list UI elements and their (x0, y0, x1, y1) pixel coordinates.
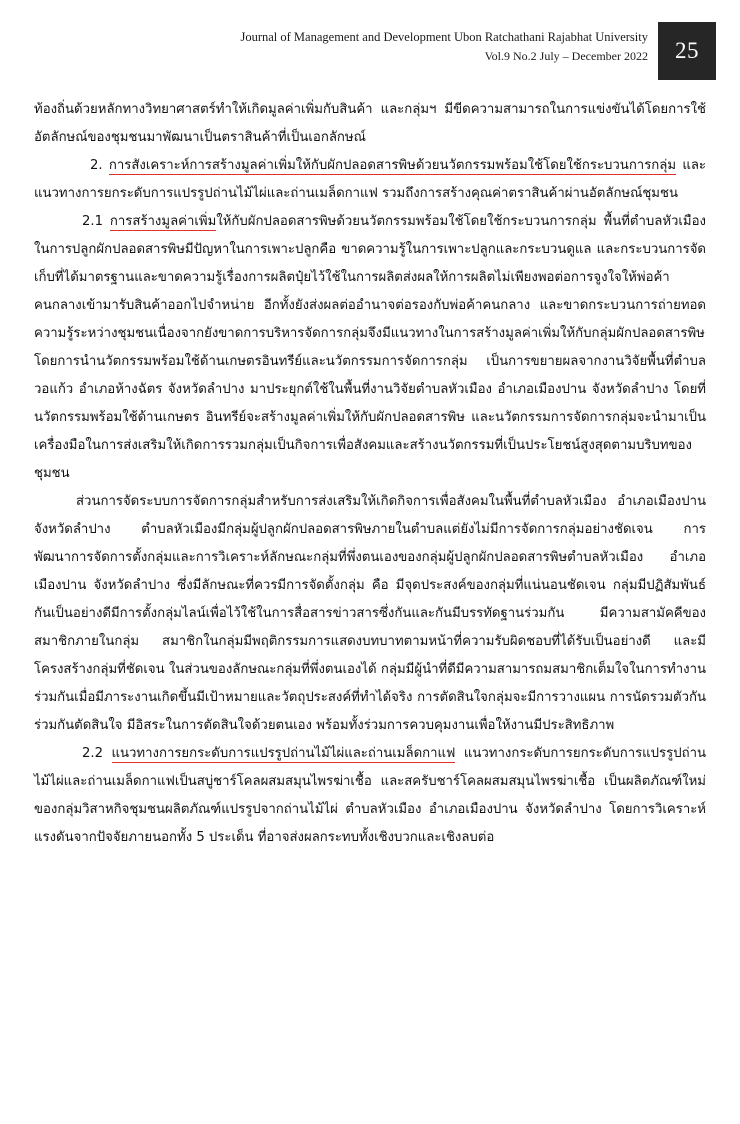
section-2-1-heading-underlined: การสร้างมูลค่าเพิ่ม (109, 213, 217, 229)
section-2-rest: และแนวทางการยกระดับการแปรรูปถ่านไม้ไผ่และถ่านเมล็ดกาแฟ รวมถึงการสร้างคุณค่าตราสินค้าผ่านอัตลักษณ์ชุมชน (34, 157, 706, 201)
paragraph-section-2 (34, 152, 706, 208)
paragraph-section-2-1 (34, 208, 706, 488)
section-2-2-heading-underlined: แนวทางการยกระดับการแปรรูปถ่านไม้ไผ่และถ่านเมล็ดกาแฟ (111, 745, 456, 761)
page-number-badge: 25 (658, 22, 716, 80)
section-2-1-number: 2.1 (82, 213, 103, 229)
paragraph-continuation: ท้องถิ่นด้วยหลักทางวิทยาศาสตร์ทำให้เกิดมูลค่าเพิ่มกับสินค้า และกลุ่มฯ มีขีดความสามารถในการแข่งขันได้โดยการใช้อัตลักษณ์ของชุมชนมาพัฒนาเป็นตราสินค้าที่เป็นเอกลักษณ์ (34, 102, 706, 145)
section-2-1-rest: ให้กับผักปลอดสารพิษด้วยนวัตกรรมพร้อมใช้โดยใช้กระบวนการกลุ่ม พื้นที่ตำบลหัวเมืองในการปลูกผักปลอดสารพิษมีปัญหาในการเพาะปลูกคือ ขาดความรู้ในการเพาะปลูกและกระบวนดูแล และกระบวนการจัดเก็บที่ได้มาตรฐานและขาดความรู้เรื่องการผลิตปุ๋ยไว้ใช้ในการผลิตส่งผลให้การผลิตไม่เพียงพอต่อการจูงใจให้พ่อค้าคนกลางเข้ามารับสินค้าออกไปจำหน่าย อีกทั้งยังส่งผลต่ออำนาจต่อรองกับพ่อค้าคนกลาง และขาดกระบวนการถ่ายทอดความรู้ระหว่างชุมชนเนื่องจากยังขาดการบริหารจัดการกลุ่มจึงมีแนวทางในการสร้างมูลค่าเพิ่มให้กับกลุ่มผักปลอดสารพิษ โดยการนำนวัตกรรมพร้อมใช้ด้านเกษตรอินทรีย์และนวัตกรรมการจัดการกลุ่ม เป็นการขยายผลจากงานวิจัยพื้นที่ตำบลวอแก้ว อำเภอห้างฉัตร จังหวัดลำปาง มาประยุกต์ใช้ในพื้นที่งานวิจัยตำบลหัวเมือง อำเภอเมืองปาน จังหวัดลำปาง โดยที่นวัตกรรมพร้อมใช้ด้านเกษตร อินทรีย์จะสร้างมูลค่าเพิ่มให้กับผักปลอดสารพิษ และนวัตกรรมการจัดการกลุ่มจะนำมาเป็นเครื่องมือในการส่งเสริมให้เกิดการรวมกลุ่มเป็นกิจการเพื่อสังคมและสร้างนวัตกรรมที่เป็นประโยชน์สูงสุดตามบริบทของชุมชน (34, 213, 706, 481)
section-2-2-rest: แนวทางกระดับการยกระดับการแปรรูปถ่านไม้ไผ่และถ่านเมล็ดกาแฟเป็นสบู่ชาร์โคลผสมสมุนไพรฆ่าเชื้อ และสครับชาร์โคลผสมสมุนไพรฆ่าเชื้อ เป็นผลิตภัณฑ์ใหม่ของกลุ่มวิสาหกิจชุมชนผลิตภัณฑ์แปรรูปจากถ่านไม้ไผ่ ตำบลหัวเมือง อำเภอเมืองปาน จังหวัดลำปาง โดยการวิเคราะห์แรงดันจากปัจจัยภายนอกทั้ง 5 ประเด็น ที่อาจส่งผลกระทบทั้งเชิงบวกและเชิงลบต่อ (34, 745, 706, 845)
page-header (0, 22, 740, 84)
paragraph-section-2-2 (34, 740, 706, 852)
journal-volume-line: Vol.9 No.2 July – December 2022 (484, 49, 648, 64)
section-2-number: 2. (90, 157, 103, 173)
section-2-2-number: 2.2 (82, 745, 103, 761)
journal-header-text (240, 28, 648, 66)
journal-title-line: Journal of Management and Development Ubon Ratchathani Rajabhat University (240, 30, 648, 44)
document-body (34, 96, 706, 852)
section-2-heading-underlined: การสังเคราะห์การสร้างมูลค่าเพิ่มให้กับผักปลอดสารพิษด้วยนวัตกรรมพร้อมใช้โดยใช้กระบวนการกลุ่ม (108, 157, 677, 173)
paragraph-group-management: ส่วนการจัดระบบการจัดการกลุ่มสำหรับการส่งเสริมให้เกิดกิจการเพื่อสังคมในพื้นที่ตำบลหัวเมือง อำเภอเมืองปาน จังหวัดลำปาง ตำบลหัวเมืองมีกลุ่มผู้ปลูกผักปลอดสารพิษภายในตำบลแต่ยังไม่มีการจัดการกลุ่มอย่างชัดเจน การพัฒนาการจัดการตั้งกลุ่มและการวิเคราะห์ลักษณะกลุ่มที่พึ่งตนเองของกลุ่มผู้ปลูกผักปลอดสารพิษตำบลหัวเมือง อำเภอเมืองปาน จังหวัดลำปาง ซึ่งมีลักษณะที่ควรมีการจัดตั้งกลุ่ม คือ มีจุดประสงค์ของกลุ่มที่แน่นอนชัดเจน กลุ่มมีปฏิสัมพันธ์กันเป็นอย่างดีมีการตั้งกลุ่มไลน์เพื่อไว้ใช้ในการสื่อสารข่าวสารซึ่งกันและกันมีบรรทัดฐานร่วมกัน มีความสามัคคีของสมาชิกภายในกลุ่ม สมาชิกในกลุ่มมีพฤติกรรมการแสดงบทบาทตามหน้าที่ความรับผิดชอบที่ได้รับเป็นอย่างดี และมีโครงสร้างกลุ่มที่ชัดเจน ในส่วนของลักษณะกลุ่มที่พึ่งตนเองได้ กลุ่มมีผู้นำที่ดีมีความสามารถมสมาชิกเต็มใจในการทำงานร่วมกันเมื่อมีภาระงานเกิดขึ้นมีเป้าหมายและวัตถุประสงค์ที่ทำได้จริง การตัดสินใจกลุ่มจะมีการวางแผน การนัดรวมตัวกัน ร่วมกันตัดสินใจ มีอิสระในการตัดสินใจด้วยตนเอง พร้อมทั้งร่วมการควบคุมงานเพื่อให้งานมีประสิทธิภาพ (34, 493, 706, 733)
